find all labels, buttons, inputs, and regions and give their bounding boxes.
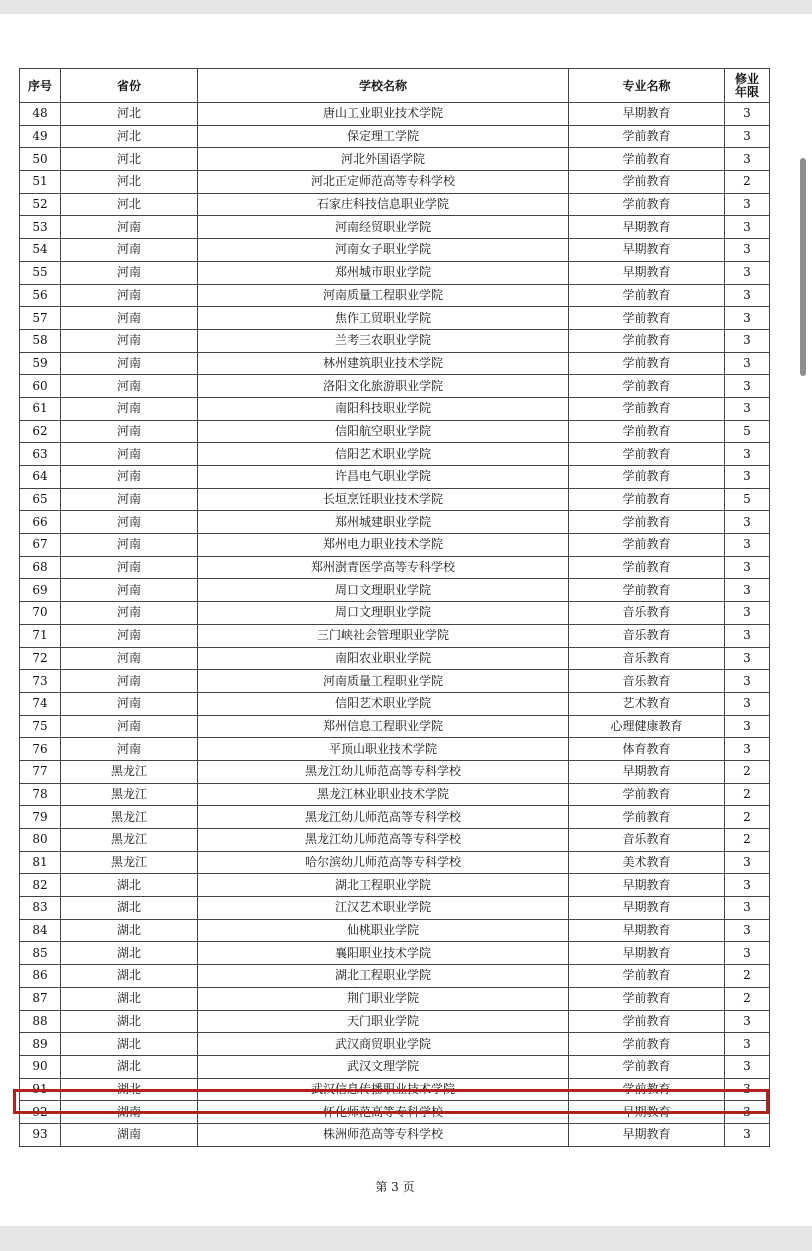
cell-province: 湖北 <box>61 897 198 920</box>
cell-province: 河北 <box>61 125 198 148</box>
cell-school: 兰考三农职业学院 <box>198 329 569 352</box>
table-row <box>20 239 770 262</box>
table-row <box>20 738 770 761</box>
cell-major: 学前教育 <box>569 329 725 352</box>
cell-years: 5 <box>725 420 770 443</box>
cell-years: 3 <box>725 738 770 761</box>
cell-no: 70 <box>20 602 61 625</box>
table-row <box>20 851 770 874</box>
cell-school: 黑龙江幼儿师范高等专科学校 <box>198 829 569 852</box>
cell-province: 河南 <box>61 579 198 602</box>
cell-province: 河南 <box>61 307 198 330</box>
cell-no: 80 <box>20 829 61 852</box>
table-row <box>20 534 770 557</box>
cell-years: 2 <box>725 806 770 829</box>
cell-years: 3 <box>725 125 770 148</box>
cell-no: 93 <box>20 1123 61 1146</box>
cell-years: 3 <box>725 602 770 625</box>
cell-years: 3 <box>725 103 770 126</box>
cell-school: 荆门职业学院 <box>198 987 569 1010</box>
table-row <box>20 602 770 625</box>
table-row <box>20 1033 770 1056</box>
cell-no: 67 <box>20 534 61 557</box>
cell-province: 河南 <box>61 534 198 557</box>
cell-years: 3 <box>725 1101 770 1124</box>
cell-years: 3 <box>725 1078 770 1101</box>
top-viewer-bar <box>0 0 812 14</box>
cell-years: 3 <box>725 874 770 897</box>
cell-years: 3 <box>725 942 770 965</box>
cell-no: 78 <box>20 783 61 806</box>
cell-school: 怀化师范高等专科学校 <box>198 1101 569 1124</box>
cell-no: 92 <box>20 1101 61 1124</box>
cell-no: 83 <box>20 897 61 920</box>
cell-major: 学前教育 <box>569 193 725 216</box>
cell-major: 早期教育 <box>569 874 725 897</box>
cell-province: 河南 <box>61 624 198 647</box>
cell-years: 3 <box>725 647 770 670</box>
cell-years: 3 <box>725 534 770 557</box>
table-row <box>20 352 770 375</box>
cell-major: 学前教育 <box>569 171 725 194</box>
table-row <box>20 829 770 852</box>
cell-major: 学前教育 <box>569 352 725 375</box>
table-row <box>20 874 770 897</box>
cell-province: 河南 <box>61 420 198 443</box>
cell-no: 72 <box>20 647 61 670</box>
cell-years: 2 <box>725 783 770 806</box>
cell-school: 信阳艺术职业学院 <box>198 443 569 466</box>
header-school: 学校名称 <box>198 69 569 103</box>
cell-school: 南阳科技职业学院 <box>198 397 569 420</box>
cell-no: 91 <box>20 1078 61 1101</box>
cell-years: 3 <box>725 556 770 579</box>
cell-province: 湖北 <box>61 919 198 942</box>
table-row <box>20 715 770 738</box>
cell-province: 湖北 <box>61 1055 198 1078</box>
table-row <box>20 125 770 148</box>
cell-years: 3 <box>725 897 770 920</box>
table-row <box>20 329 770 352</box>
cell-school: 湖北工程职业学院 <box>198 874 569 897</box>
cell-no: 55 <box>20 261 61 284</box>
cell-major: 学前教育 <box>569 806 725 829</box>
cell-major: 早期教育 <box>569 1101 725 1124</box>
highlight-box <box>13 1089 769 1114</box>
cell-major: 音乐教育 <box>569 624 725 647</box>
cell-province: 河南 <box>61 647 198 670</box>
cell-years: 3 <box>725 307 770 330</box>
cell-province: 河南 <box>61 352 198 375</box>
cell-province: 黑龙江 <box>61 783 198 806</box>
cell-no: 85 <box>20 942 61 965</box>
cell-major: 学前教育 <box>569 556 725 579</box>
cell-school: 郑州澍青医学高等专科学校 <box>198 556 569 579</box>
cell-major: 艺术教育 <box>569 692 725 715</box>
cell-province: 河南 <box>61 261 198 284</box>
table-row <box>20 647 770 670</box>
cell-no: 73 <box>20 670 61 693</box>
header-years <box>725 69 770 103</box>
table-row <box>20 692 770 715</box>
cell-school: 周口文理职业学院 <box>198 602 569 625</box>
cell-no: 53 <box>20 216 61 239</box>
cell-no: 71 <box>20 624 61 647</box>
cell-years: 2 <box>725 987 770 1010</box>
table-row <box>20 397 770 420</box>
cell-no: 52 <box>20 193 61 216</box>
cell-school: 三门峡社会管理职业学院 <box>198 624 569 647</box>
cell-school: 河南质量工程职业学院 <box>198 670 569 693</box>
cell-major: 学前教育 <box>569 488 725 511</box>
cell-years: 3 <box>725 851 770 874</box>
cell-province: 湖南 <box>61 1123 198 1146</box>
cell-major: 早期教育 <box>569 760 725 783</box>
header-no: 序号 <box>20 69 61 103</box>
cell-major: 学前教育 <box>569 1033 725 1056</box>
cell-years: 3 <box>725 261 770 284</box>
cell-school: 仙桃职业学院 <box>198 919 569 942</box>
cell-province: 黑龙江 <box>61 851 198 874</box>
cell-school: 保定理工学院 <box>198 125 569 148</box>
cell-major: 学前教育 <box>569 987 725 1010</box>
cell-no: 87 <box>20 987 61 1010</box>
bottom-viewer-bar <box>0 1226 812 1251</box>
cell-no: 90 <box>20 1055 61 1078</box>
cell-major: 学前教育 <box>569 148 725 171</box>
cell-years: 2 <box>725 829 770 852</box>
cell-no: 66 <box>20 511 61 534</box>
cell-school: 武汉文理学院 <box>198 1055 569 1078</box>
cell-years: 3 <box>725 579 770 602</box>
table-row <box>20 670 770 693</box>
cell-school: 武汉商贸职业学院 <box>198 1033 569 1056</box>
cell-no: 57 <box>20 307 61 330</box>
cell-province: 河南 <box>61 466 198 489</box>
cell-school: 河北正定师范高等专科学校 <box>198 171 569 194</box>
cell-years: 3 <box>725 715 770 738</box>
cell-no: 82 <box>20 874 61 897</box>
table-row <box>20 511 770 534</box>
cell-major: 音乐教育 <box>569 602 725 625</box>
cell-major: 学前教育 <box>569 375 725 398</box>
cell-province: 河北 <box>61 171 198 194</box>
cell-no: 59 <box>20 352 61 375</box>
table-row <box>20 579 770 602</box>
cell-years: 3 <box>725 329 770 352</box>
cell-province: 河北 <box>61 148 198 171</box>
cell-years: 2 <box>725 760 770 783</box>
cell-major: 学前教育 <box>569 125 725 148</box>
cell-major: 学前教育 <box>569 284 725 307</box>
cell-major: 学前教育 <box>569 397 725 420</box>
table-row <box>20 942 770 965</box>
cell-no: 68 <box>20 556 61 579</box>
cell-major: 早期教育 <box>569 942 725 965</box>
table-row <box>20 488 770 511</box>
cell-years: 2 <box>725 965 770 988</box>
page-number: 第 3 页 <box>375 1180 415 1194</box>
cell-years: 3 <box>725 443 770 466</box>
cell-no: 54 <box>20 239 61 262</box>
cell-province: 湖北 <box>61 987 198 1010</box>
table-row <box>20 1010 770 1033</box>
cell-no: 50 <box>20 148 61 171</box>
cell-major: 早期教育 <box>569 897 725 920</box>
cell-school: 南阳农业职业学院 <box>198 647 569 670</box>
cell-school: 信阳航空职业学院 <box>198 420 569 443</box>
table-row <box>20 1055 770 1078</box>
cell-province: 河南 <box>61 738 198 761</box>
table-row <box>20 965 770 988</box>
cell-major: 音乐教育 <box>569 647 725 670</box>
cell-years: 3 <box>725 352 770 375</box>
cell-school: 武汉信息传播职业技术学院 <box>198 1078 569 1101</box>
cell-school: 河北外国语学院 <box>198 148 569 171</box>
cell-major: 学前教育 <box>569 534 725 557</box>
cell-province: 湖北 <box>61 1078 198 1101</box>
cell-major: 早期教育 <box>569 239 725 262</box>
cell-no: 63 <box>20 443 61 466</box>
cell-years: 3 <box>725 670 770 693</box>
table-row <box>20 1123 770 1146</box>
cell-province: 河南 <box>61 443 198 466</box>
cell-major: 学前教育 <box>569 466 725 489</box>
cell-school: 郑州信息工程职业学院 <box>198 715 569 738</box>
cell-no: 88 <box>20 1010 61 1033</box>
cell-years: 3 <box>725 148 770 171</box>
cell-major: 体育教育 <box>569 738 725 761</box>
cell-school: 河南经贸职业学院 <box>198 216 569 239</box>
cell-no: 84 <box>20 919 61 942</box>
cell-province: 河南 <box>61 397 198 420</box>
header-years-line2: 年限 <box>734 84 759 99</box>
cell-no: 65 <box>20 488 61 511</box>
cell-school: 洛阳文化旅游职业学院 <box>198 375 569 398</box>
cell-province: 河南 <box>61 556 198 579</box>
table-row <box>20 556 770 579</box>
cell-province: 湖北 <box>61 1010 198 1033</box>
cell-years: 3 <box>725 193 770 216</box>
cell-years: 3 <box>725 375 770 398</box>
cell-major: 学前教育 <box>569 579 725 602</box>
cell-years: 2 <box>725 171 770 194</box>
table-row <box>20 919 770 942</box>
cell-major: 音乐教育 <box>569 670 725 693</box>
vertical-scrollbar[interactable] <box>800 158 806 376</box>
cell-school: 湖北工程职业学院 <box>198 965 569 988</box>
cell-years: 3 <box>725 1033 770 1056</box>
cell-school: 哈尔滨幼儿师范高等专科学校 <box>198 851 569 874</box>
cell-school: 黑龙江林业职业技术学院 <box>198 783 569 806</box>
table-row <box>20 897 770 920</box>
cell-major: 学前教育 <box>569 1055 725 1078</box>
schools-table <box>19 68 770 1147</box>
cell-years: 3 <box>725 511 770 534</box>
cell-province: 湖北 <box>61 1033 198 1056</box>
cell-school: 黑龙江幼儿师范高等专科学校 <box>198 760 569 783</box>
cell-school: 石家庄科技信息职业学院 <box>198 193 569 216</box>
cell-province: 河北 <box>61 193 198 216</box>
table-row <box>20 171 770 194</box>
cell-no: 79 <box>20 806 61 829</box>
cell-no: 74 <box>20 692 61 715</box>
table-row <box>20 307 770 330</box>
cell-no: 89 <box>20 1033 61 1056</box>
cell-years: 3 <box>725 692 770 715</box>
cell-major: 学前教育 <box>569 420 725 443</box>
table-row <box>20 193 770 216</box>
cell-major: 早期教育 <box>569 216 725 239</box>
cell-no: 86 <box>20 965 61 988</box>
cell-major: 早期教育 <box>569 919 725 942</box>
cell-province: 黑龙江 <box>61 806 198 829</box>
table-row <box>20 103 770 126</box>
cell-no: 75 <box>20 715 61 738</box>
cell-major: 学前教育 <box>569 965 725 988</box>
cell-major: 早期教育 <box>569 1123 725 1146</box>
cell-years: 3 <box>725 919 770 942</box>
cell-no: 64 <box>20 466 61 489</box>
table-header-row <box>20 69 770 103</box>
cell-no: 49 <box>20 125 61 148</box>
cell-major: 学前教育 <box>569 1078 725 1101</box>
cell-years: 3 <box>725 1123 770 1146</box>
table-row <box>20 783 770 806</box>
cell-province: 河南 <box>61 692 198 715</box>
cell-school: 河南女子职业学院 <box>198 239 569 262</box>
header-major: 专业名称 <box>569 69 725 103</box>
cell-province: 河北 <box>61 103 198 126</box>
cell-school: 平顶山职业技术学院 <box>198 738 569 761</box>
cell-province: 河南 <box>61 602 198 625</box>
header-province: 省份 <box>61 69 198 103</box>
cell-years: 3 <box>725 1055 770 1078</box>
cell-school: 长垣烹饪职业技术学院 <box>198 488 569 511</box>
cell-province: 河南 <box>61 239 198 262</box>
cell-no: 51 <box>20 171 61 194</box>
table-row <box>20 216 770 239</box>
cell-years: 3 <box>725 624 770 647</box>
cell-province: 河南 <box>61 329 198 352</box>
cell-school: 株洲师范高等专科学校 <box>198 1123 569 1146</box>
cell-years: 3 <box>725 239 770 262</box>
table-row <box>20 466 770 489</box>
cell-major: 学前教育 <box>569 443 725 466</box>
cell-school: 周口文理职业学院 <box>198 579 569 602</box>
cell-years: 3 <box>725 216 770 239</box>
table-row <box>20 443 770 466</box>
cell-no: 56 <box>20 284 61 307</box>
table-row <box>20 148 770 171</box>
cell-province: 河南 <box>61 511 198 534</box>
table-row <box>20 375 770 398</box>
cell-school: 信阳艺术职业学院 <box>198 692 569 715</box>
cell-province: 黑龙江 <box>61 829 198 852</box>
cell-major: 学前教育 <box>569 1010 725 1033</box>
cell-years: 3 <box>725 397 770 420</box>
cell-school: 林州建筑职业技术学院 <box>198 352 569 375</box>
cell-school: 郑州电力职业技术学院 <box>198 534 569 557</box>
table-body <box>20 103 770 1147</box>
cell-province: 河南 <box>61 216 198 239</box>
cell-major: 学前教育 <box>569 783 725 806</box>
cell-province: 河南 <box>61 488 198 511</box>
table-row <box>20 806 770 829</box>
cell-school: 襄阳职业技术学院 <box>198 942 569 965</box>
cell-province: 湖南 <box>61 1101 198 1124</box>
cell-province: 湖北 <box>61 874 198 897</box>
table-row <box>20 760 770 783</box>
cell-no: 76 <box>20 738 61 761</box>
cell-major: 早期教育 <box>569 261 725 284</box>
cell-no: 60 <box>20 375 61 398</box>
cell-major: 学前教育 <box>569 511 725 534</box>
cell-school: 焦作工贸职业学院 <box>198 307 569 330</box>
cell-school: 许昌电气职业学院 <box>198 466 569 489</box>
cell-major: 音乐教育 <box>569 829 725 852</box>
cell-no: 48 <box>20 103 61 126</box>
cell-province: 湖北 <box>61 942 198 965</box>
cell-years: 3 <box>725 1010 770 1033</box>
cell-no: 77 <box>20 760 61 783</box>
cell-school: 黑龙江幼儿师范高等专科学校 <box>198 806 569 829</box>
cell-years: 5 <box>725 488 770 511</box>
cell-school: 唐山工业职业技术学院 <box>198 103 569 126</box>
cell-no: 81 <box>20 851 61 874</box>
cell-school: 河南质量工程职业学院 <box>198 284 569 307</box>
cell-school: 郑州城市职业学院 <box>198 261 569 284</box>
cell-province: 黑龙江 <box>61 760 198 783</box>
cell-no: 69 <box>20 579 61 602</box>
cell-school: 郑州城建职业学院 <box>198 511 569 534</box>
cell-school: 江汉艺术职业学院 <box>198 897 569 920</box>
cell-major: 心理健康教育 <box>569 715 725 738</box>
cell-province: 河南 <box>61 375 198 398</box>
cell-no: 62 <box>20 420 61 443</box>
cell-years: 3 <box>725 284 770 307</box>
table-row <box>20 284 770 307</box>
cell-years: 3 <box>725 466 770 489</box>
table-row <box>20 987 770 1010</box>
cell-province: 河南 <box>61 670 198 693</box>
table-row <box>20 624 770 647</box>
cell-no: 58 <box>20 329 61 352</box>
cell-major: 美术教育 <box>569 851 725 874</box>
table-row <box>20 420 770 443</box>
cell-province: 河南 <box>61 715 198 738</box>
cell-major: 学前教育 <box>569 307 725 330</box>
cell-province: 湖北 <box>61 965 198 988</box>
header-years-line1: 修业 <box>734 71 759 86</box>
cell-major: 早期教育 <box>569 103 725 126</box>
table-row <box>20 261 770 284</box>
cell-school: 天门职业学院 <box>198 1010 569 1033</box>
cell-no: 61 <box>20 397 61 420</box>
cell-province: 河南 <box>61 284 198 307</box>
